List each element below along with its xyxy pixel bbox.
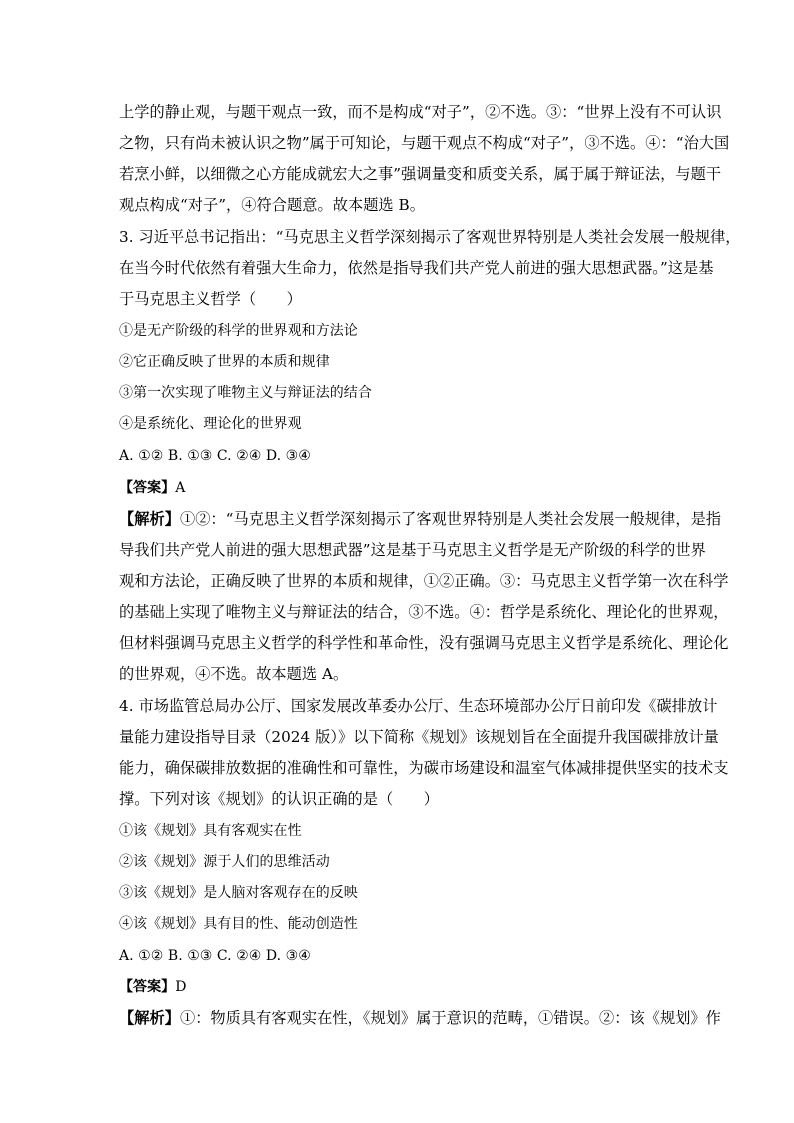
text-line: 之物，只有尚未被认识之物”属于可知论，与题干观点不构成“对子”，③不选。④：“治大国 <box>119 134 730 152</box>
answer-value: D <box>175 979 187 995</box>
question-4-option: ③该《规划》是人脑对客观存在的反映 <box>119 885 358 901</box>
text-line: 观点构成“对子”，④符合题意。故本题选 B。 <box>119 196 425 214</box>
question-3-analysis: 的基础上实现了唯物主义与辩证法的结合，③不选。④：哲学是系统化、理论化的世界观， <box>119 603 729 621</box>
question-4-stem: 4. 市场监管总局办公厅、国家发展改革委办公厅、生态环境部办公厅日前印发《碳排放计 <box>119 697 718 715</box>
question-3-analysis: 的世界观，④不选。故本题选 A。 <box>119 665 349 683</box>
text-line: 上学的静止观，与题干观点一致，而不是构成“对子”，②不选。③：“世界上没有不可认识 <box>119 103 722 121</box>
question-4-stem: 量能力建设指导目录（2024 版）》以下简称《规划》该规划旨在全面提升我国碳排放计量 <box>119 728 719 746</box>
analysis-label: 【解析】 <box>119 510 180 528</box>
question-3-stem: 3. 习近平总书记指出：“马克思主义哲学深刻揭示了客观世界特别是人类社会发展一般规律， <box>119 228 741 246</box>
question-4-answer <box>119 977 679 997</box>
question-3-answer <box>119 478 679 498</box>
question-4-stem: 撑。下列对该《规划》的认识正确的是（ ） <box>119 790 439 808</box>
analysis-label: 【解析】 <box>119 1009 180 1027</box>
question-3-option: ④是系统化、理论化的世界观 <box>119 416 302 432</box>
question-3-analysis: 导我们共产党人前进的强大思想武器”这是基于马克思主义哲学是无产阶级的科学的世界 <box>119 541 706 559</box>
question-3-option: ③第一次实现了唯物主义与辩证法的结合 <box>119 385 372 401</box>
question-3-option: ①是无产阶级的科学的世界观和方法论 <box>119 323 358 339</box>
question-3-analysis <box>119 509 722 529</box>
answer-label: 【答案】 <box>119 480 176 496</box>
question-3-choices: A. ①② B. ①③ C. ②④ D. ③④ <box>119 448 311 464</box>
question-3-analysis: 观和方法论，正确反映了世界的本质和规律，①②正确。③：马克思主义哲学第一次在科学 <box>119 572 729 590</box>
question-3-option: ②它正确反映了世界的本质和规律 <box>119 354 330 370</box>
question-3-analysis: 但材料强调马克思主义哲学的科学性和革命性，没有强调马克思主义哲学是系统化、理论化 <box>119 634 729 652</box>
question-3-stem: 于马克思主义哲学（ ） <box>119 290 302 308</box>
answer-value: A <box>175 480 186 496</box>
question-4-option: ④该《规划》具有目的性、能动创造性 <box>119 916 358 932</box>
analysis-text: ①②：“马克思主义哲学深刻揭示了客观世界特别是人类社会发展一般规律，是指 <box>179 510 722 528</box>
text-line: 若烹小鲜，以细微之心方能成就宏大之事”强调量变和质变关系，属于属于辩证法，与题干 <box>119 165 722 183</box>
question-4-choices: A. ①② B. ①③ C. ②④ D. ③④ <box>119 948 311 964</box>
analysis-text: ①：物质具有客观实在性，《规划》属于意识的范畴，①错误。②：该《规划》作 <box>179 1009 721 1027</box>
question-4-option: ②该《规划》源于人们的思维活动 <box>119 854 330 870</box>
question-4-option: ①该《规划》具有客观实在性 <box>119 823 302 839</box>
answer-label: 【答案】 <box>119 979 176 995</box>
question-3-stem: 在当今时代依然有着强大生命力，依然是指导我们共产党人前进的强大思想武器。”这是基 <box>119 259 714 277</box>
question-4-stem: 能力，确保碳排放数据的准确性和可靠性，为碳市场建设和温室气体减排提供坚实的技术支 <box>119 759 729 777</box>
question-4-analysis <box>119 1008 721 1028</box>
